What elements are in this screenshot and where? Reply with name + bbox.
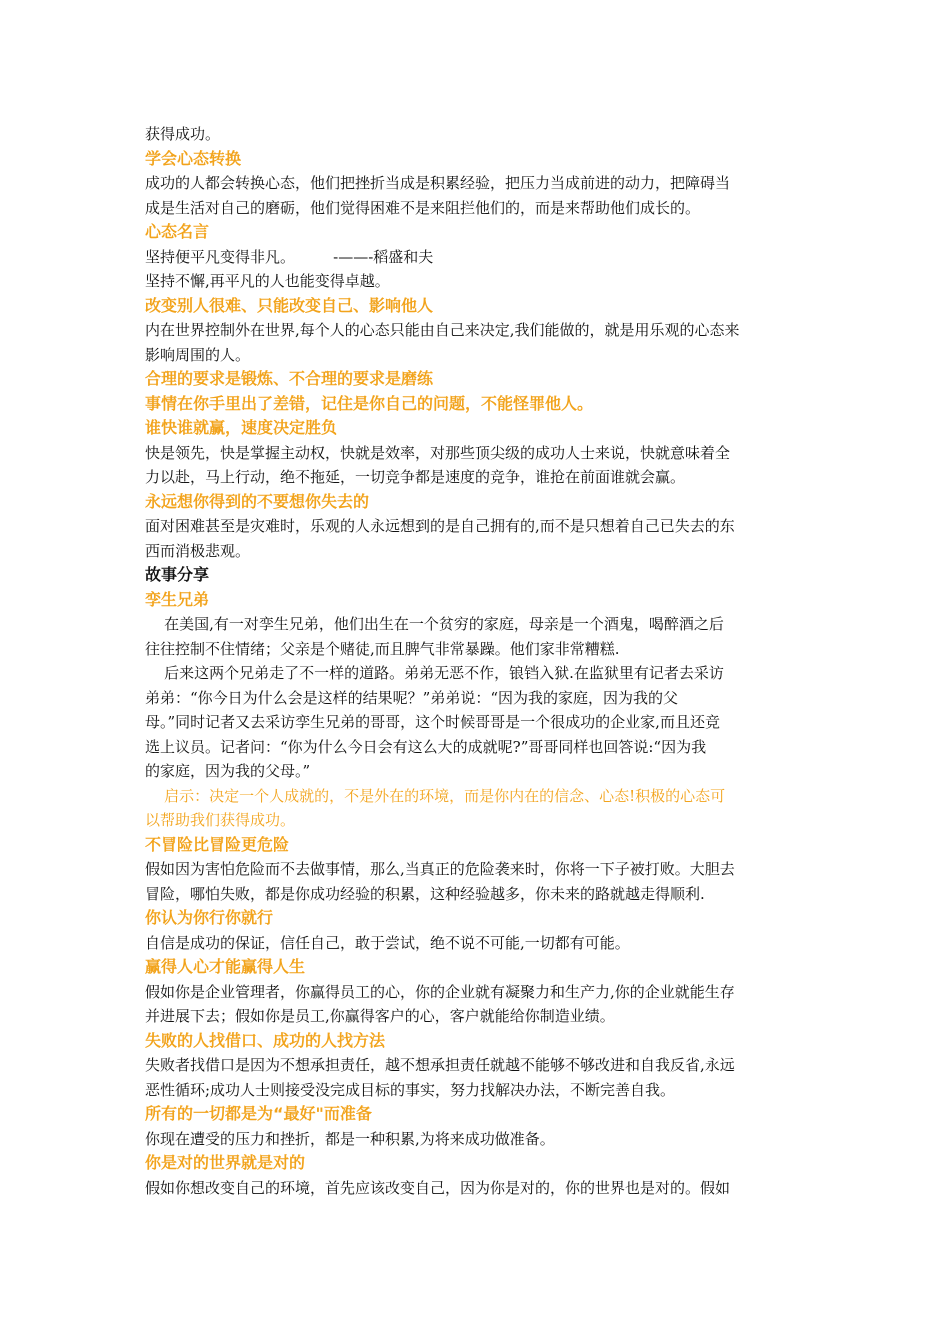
insight-line: 以帮助我们获得成功。	[145, 811, 296, 829]
section-heading: 孪生兄弟	[145, 589, 210, 609]
text-line: 西而消极悲观。	[145, 541, 251, 560]
text-line: 假如你想改变自己的环境，首先应该改变自己，因为你是对的，你的世界也是对的。假如	[145, 1178, 731, 1197]
insight-line: 启示：决定一个人成就的，不是外在的环境，而是你内在的信念、心态!积极的心态可	[145, 786, 726, 805]
text-line: 你现在遭受的压力和挫折，都是一种积累,为将来成功做准备。	[145, 1129, 555, 1148]
section-heading: 事情在你手里出了差错，记住是你自己的问题，不能怪罪他人。	[145, 393, 594, 413]
text-line: 获得成功。	[145, 125, 221, 143]
document-page	[145, 122, 810, 1200]
section-heading: 赢得人心才能赢得人生	[145, 957, 306, 976]
text-line: 母。”同时记者又去采访孪生兄弟的哥哥，这个时候哥哥是一个很成功的企业家,而且还竞	[145, 713, 720, 731]
story-section-heading: 故事分享	[145, 565, 210, 584]
section-heading: 所有的一切都是为“最好"而准备	[145, 1104, 372, 1123]
section-heading: 你认为你行你就行	[145, 908, 274, 927]
text-line: 坚持不懈,再平凡的人也能变得卓越。	[145, 272, 390, 290]
text-line: 冒险，哪怕失败，都是你成功经验的积累，这种经验越多，你未来的路就越走得顺利.	[145, 884, 705, 903]
text-line: 成是生活对自己的磨砺，他们觉得困难不是来阻拦他们的，而是来帮助他们成长的。	[145, 198, 701, 217]
section-heading: 你是对的世界就是对的	[145, 1153, 306, 1172]
section-heading: 改变别人很难、只能改变自己、影响他人	[145, 295, 434, 315]
text-line: 力以赴，马上行动，绝不拖延，一切竞争都是速度的竞争，谁抢在前面谁就会赢。	[145, 468, 686, 486]
section-heading: 学会心态转换	[145, 148, 242, 168]
text-line: 恶性循环;成功人士则接受没完成目标的事实，努力找解决办法，不断完善自我。	[145, 1080, 676, 1099]
text-line: 失败者找借口是因为不想承担责任，越不想承担责任就越不能够不够改进和自我反省,永远	[145, 1056, 735, 1074]
text-line: 后来这两个兄弟走了不一样的道路。弟弟无恶不作，锒铛入狱.在监狱里有记者去采访	[145, 664, 724, 682]
text-line: 成功的人都会转换心态，他们把挫折当成是积累经验，把压力当成前进的动力，把障碍当	[145, 174, 731, 192]
text-line: 选上议员。记者问：“你为什么今日会有这么大的成就呢?”哥哥同样也回答说:“因为我	[145, 737, 707, 756]
text-line: 的家庭，因为我的父母。”	[145, 762, 311, 780]
text-line: 坚持便平凡变得非凡。 -——-稻盛和夫	[145, 247, 434, 266]
text-line: 并进展下去；假如你是员工,你赢得客户的心，客户就能给你制造业绩。	[145, 1007, 615, 1025]
text-line: 往往控制不住情绪；父亲是个赌徒,而且脾气非常暴躁。他们家非常糟糕.	[145, 639, 620, 658]
section-heading: 永远想你得到的不要想你失去的	[145, 491, 370, 511]
text-line: 面对困难甚至是灾难时，乐观的人永远想到的是自己拥有的,而不是只想着自己已失去的东	[145, 517, 735, 535]
text-line: 内在世界控制外在世界,每个人的心态只能由自己来决定,我们能做的，就是用乐观的心态来	[145, 321, 740, 339]
section-heading: 谁快谁就赢，速度决定胜负	[145, 418, 338, 437]
section-heading: 不冒险比冒险更危险	[145, 834, 290, 854]
text-line: 快是领先，快是掌握主动权，快就是效率，对那些顶尖级的成功人士来说，快就意味着全	[145, 443, 731, 462]
section-heading: 失败的人找借口、成功的人找方法	[145, 1030, 386, 1050]
section-heading: 心态名言	[145, 222, 210, 241]
text-line: 在美国,有一对孪生兄弟，他们出生在一个贫穷的家庭，母亲是一个酒鬼，喝醉酒之后	[145, 615, 724, 633]
text-line: 假如因为害怕危险而不去做事情，那么,当真正的危险袭来时，你将一下子被打败。大胆去	[145, 860, 735, 878]
text-line: 影响周围的人。	[145, 345, 251, 364]
text-line: 弟弟：“你今日为什么会是这样的结果呢？”弟弟说：“因为我的家庭，因为我的父	[145, 688, 679, 707]
text-line: 自信是成功的保证，信任自己，敢于尝试，绝不说不可能,一切都有可能。	[145, 933, 630, 952]
text-line: 假如你是企业管理者，你赢得员工的心，你的企业就有凝聚力和生产力,你的企业就能生存	[145, 982, 735, 1001]
section-heading: 合理的要求是锻炼、不合理的要求是磨练	[145, 369, 434, 388]
